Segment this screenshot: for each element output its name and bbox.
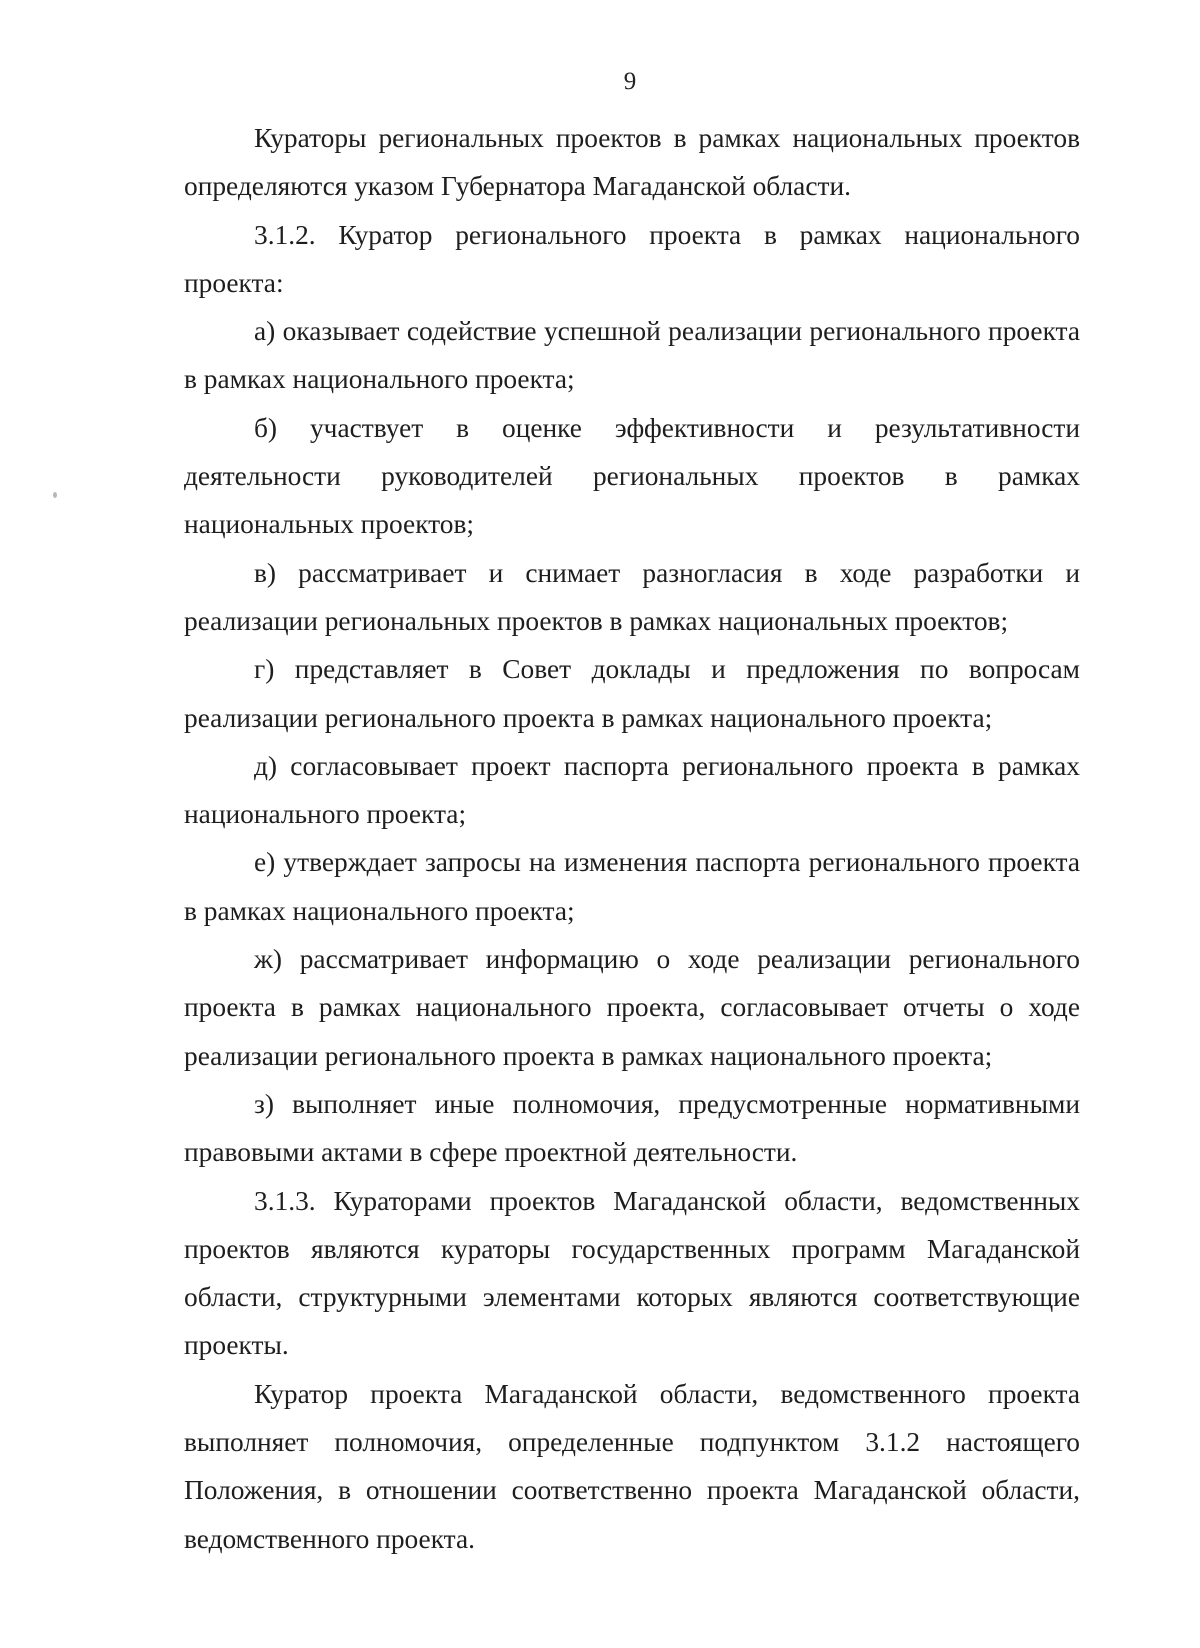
paragraph: г) представляет в Совет доклады и предложения по вопросам реализации регионального проекта в рамках национального проекта; (184, 654, 1080, 733)
paragraph: б) участвует в оценке эффективности и результативности деятельности руководителей региональных проектов в рамках национальных проектов; (184, 412, 1080, 540)
paragraph: ж) рассматривает информацию о ходе реализации регионального проекта в рамках национального проекта, согласовывает отчеты о ходе реализации регионального проекта в рамках национального проекта; (184, 944, 1080, 1071)
paragraph: е) утверждает запросы на изменения паспорта регионального проекта в рамках национального проекта; (184, 847, 1080, 926)
document-body (184, 114, 1080, 1563)
scan-speck (53, 492, 57, 498)
paragraph: 3.1.2. Куратор регионального проекта в рамках национального проекта: (184, 219, 1080, 298)
paragraph: 3.1.3. Кураторами проектов Магаданской области, ведомственных проектов являются кураторы государственных программ Магаданской области, структурными элементами которых являются соответствующие проекты. (184, 1185, 1080, 1361)
paragraph: Кураторы региональных проектов в рамках национальных проектов определяются указом Губернатора Магаданской области. (184, 123, 1080, 202)
paragraph: а) оказывает содействие успешной реализации регионального проекта в рамках национального проекта; (184, 316, 1080, 395)
paragraph: в) рассматривает и снимает разногласия в ходе разработки и реализации региональных проектов в рамках национальных проектов; (184, 557, 1080, 636)
page-number: 9 (623, 68, 637, 95)
paragraph: з) выполняет иные полномочия, предусмотренные нормативными правовыми актами в сфере проектной деятельности. (184, 1088, 1080, 1168)
paragraph: Куратор проекта Магаданской области, ведомственного проекта выполняет полномочия, определенные подпунктом 3.1.2 настоящего Положения, в отношении соответственно проекта Магаданской области, ведомственного проекта. (184, 1378, 1080, 1554)
paragraph: д) согласовывает проект паспорта регионального проекта в рамках национального проекта; (184, 750, 1080, 830)
